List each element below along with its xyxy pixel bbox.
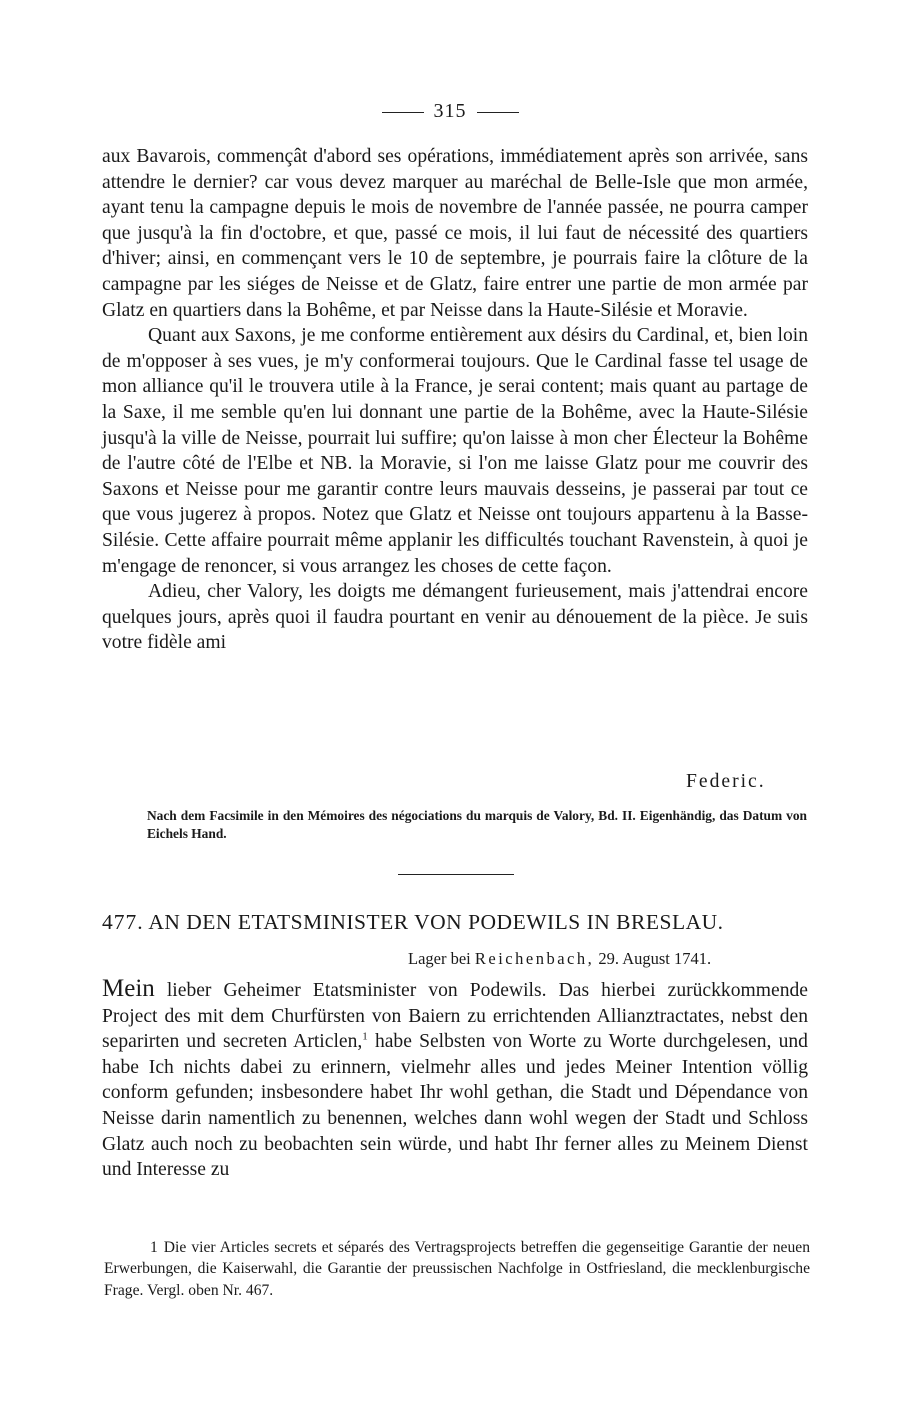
opening-word: Mein	[102, 975, 155, 1002]
dateline-date: 29. August 1741.	[598, 949, 712, 968]
source-note: Nach dem Facsimile in den Mémoires des négociations du marquis de Valory, Bd. II. Eigenhändig, das Datum von Eichels Hand.	[147, 808, 807, 841]
letter-body	[102, 144, 808, 656]
document-title: AN DEN ETATSMINISTER VON PODEWILS IN BRESLAU.	[148, 910, 724, 934]
letter-paragraph: aux Bavarois, commençât d'abord ses opérations, immédiatement après son arrivée, sans attendre le dernier? car vous devez marquer au maréchal de Belle-Isle que mon armée, ayant tenu la campagne depuis le mois de novembre de l'année passée, ne pourra camper que jusqu'à la fin d'octobre, et que, passé ce mois, il lui faut de nécessité des quartiers d'hiver; ainsi, en commençant vers le 10 de septembre, je pourrais faire la clôture de la campagne par les siéges de Neisse et de Glatz, faire entrer une partie de mon armée par Glatz en quartiers dans la Bohême, et par Neisse dans la Haute-Silésie et Moravie.	[102, 146, 808, 321]
letter-paragraph: Quant aux Saxons, je me conforme entièrement aux désirs du Cardinal, et, bien loin de m'opposer à ses vues, je m'y conformerai toujours. Que le Cardinal fasse tel usage de mon alliance qu'il le trouvera utile à la France, je serai content; mais quant au partage de la Saxe, il me semble qu'en lui donnant une partie de la Bohême, avec la Haute-Silésie jusqu'à la ville de Neisse, pourrait lui suffire; qu'on laisse à mon cher Électeur la Bohême de l'autre côté de l'Elbe et NB. la Moravie, si l'on me laisse Glatz pour me couvrir des Saxons et Neisse pour me garantir contre leurs mauvais desseins, je passerai par tout ce que vous jugerez à propos. Notez que Glatz et Neisse ont toujours appartenu à la Basse-Silésie. Cette affaire pourrait même applanir les difficultés touchant Ravenstein, à quoi je m'engage de renoncer, si vous arrangez les choses de cette façon.	[102, 325, 808, 577]
section-divider	[398, 874, 514, 875]
footnote-text: Die vier Articles secrets et séparés des Vertragsprojects betreffen die gegenseitige Garantie der neuen Erwerbungen, die Kaiserwahl, die Garantie der preussischen Nachfolge in Ostfriesland, die mecklenburgische Frage. Vergl. oben Nr. 467.	[104, 1239, 810, 1299]
letter-signature: Federic.	[686, 771, 766, 792]
footnote	[104, 1237, 810, 1301]
document-text-part-1: lieber Geheimer Etatsminister von Podewils. Das hierbei zurückkommende Project des mit dem Churfürsten von Baiern zu errichtenden Allianztractates, nebst den separirten und secreten Articlen,	[102, 980, 808, 1053]
dateline-place: Reichenbach,	[474, 949, 595, 968]
letter-paragraph: Adieu, cher Valory, les doigts me démangent furieusement, mais j'attendrai encore quelques jours, après quoi il faudra pourtant en venir au dénouement de la pièce. Je suis votre fidèle ami	[102, 581, 808, 654]
dateline-prefix: Lager bei	[408, 949, 471, 968]
dateline	[408, 949, 711, 969]
footnote-reference: 1	[362, 1030, 368, 1043]
document-text-part-2: habe Selbsten von Worte zu Worte durchgelesen, und habe Ich nichts dabei zu erinnern, vielmehr alles und jedes Meiner Intention völlig conform gefunden; insbesondere habet Ihr wohl gethan, die Stadt und Dépendance von Neisse darin namentlich zu benennen, welches dann wohl wegen der Stadt und Schloss Glatz auch noch zu beobachten sein würde, und habt Ihr ferner alles zu Meinem Dienst und Interesse zu	[102, 1031, 808, 1181]
document-heading	[102, 910, 812, 935]
folio-dash-left	[382, 112, 424, 113]
document-body	[102, 976, 808, 1183]
document-paragraph	[102, 976, 808, 1183]
document-number: 477.	[102, 910, 144, 934]
footnote-number: 1	[150, 1239, 158, 1256]
folio-dash-right	[477, 112, 519, 113]
page-number	[0, 100, 900, 123]
page-number-value: 315	[433, 100, 467, 122]
